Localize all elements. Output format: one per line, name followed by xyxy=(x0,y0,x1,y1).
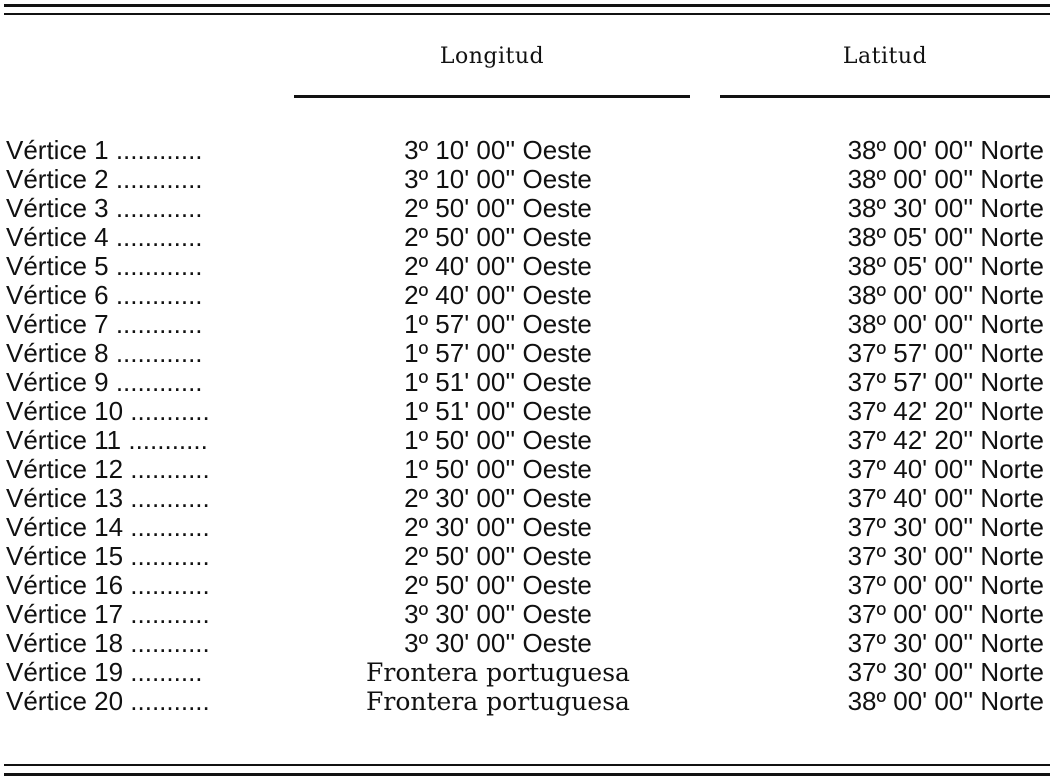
latitude-value: 38º 00' 00'' Norte xyxy=(847,135,1044,165)
vertex-name: Vértice 15 ........... xyxy=(6,541,210,571)
top-rule-thin xyxy=(4,13,1050,15)
latitude-value: 38º 00' 00'' Norte xyxy=(847,686,1044,716)
latitude-value: 37º 40' 00'' Norte xyxy=(847,454,1044,484)
table-row xyxy=(6,571,1050,600)
longitude-value: Frontera portuguesa xyxy=(366,687,630,716)
vertex-name: Vértice 11 ........... xyxy=(6,425,208,455)
latitude-value: 37º 30' 00'' Norte xyxy=(847,628,1044,658)
longitude-value: 2º 40' 00'' Oeste xyxy=(404,280,592,310)
latitude-value: 37º 30' 00'' Norte xyxy=(847,541,1044,571)
table-row xyxy=(6,658,1050,687)
table-row xyxy=(6,252,1050,281)
table-row xyxy=(6,600,1050,629)
latitude-value: 38º 05' 00'' Norte xyxy=(847,222,1044,252)
table-row xyxy=(6,136,1050,165)
vertex-name: Vértice 18 ........... xyxy=(6,628,210,658)
longitude-value: 1º 51' 00'' Oeste xyxy=(404,367,592,397)
longitude-value: 1º 50' 00'' Oeste xyxy=(404,425,592,455)
vertex-name: Vértice 4 ............ xyxy=(6,222,203,252)
latitude-value: 37º 00' 00'' Norte xyxy=(847,570,1044,600)
table-row xyxy=(6,397,1050,426)
table-row xyxy=(6,687,1050,716)
header-longitude: Longitud xyxy=(439,44,545,69)
table-row xyxy=(6,455,1050,484)
header-rule-longitude xyxy=(294,95,690,98)
table-row xyxy=(6,194,1050,223)
longitude-value: 1º 51' 00'' Oeste xyxy=(404,396,592,426)
longitude-value: 2º 50' 00'' Oeste xyxy=(404,570,592,600)
table-row xyxy=(6,310,1050,339)
vertex-name: Vértice 20 ........... xyxy=(6,686,210,716)
vertex-name: Vértice 9 ............ xyxy=(6,367,203,397)
table-row xyxy=(6,542,1050,571)
vertex-name: Vértice 14 ........... xyxy=(6,512,210,542)
table-row xyxy=(6,426,1050,455)
vertex-name: Vértice 13 ........... xyxy=(6,483,210,513)
vertex-name: Vértice 12 ........... xyxy=(6,454,210,484)
longitude-value: 2º 30' 00'' Oeste xyxy=(404,512,592,542)
latitude-value: 38º 00' 00'' Norte xyxy=(847,309,1044,339)
latitude-value: 38º 00' 00'' Norte xyxy=(847,164,1044,194)
latitude-value: 37º 00' 00'' Norte xyxy=(847,599,1044,629)
vertex-name: Vértice 1 ............ xyxy=(6,135,203,165)
table-row xyxy=(6,629,1050,658)
bottom-rule-thick xyxy=(4,773,1050,776)
latitude-value: 37º 57' 00'' Norte xyxy=(847,338,1044,368)
longitude-value: 1º 57' 00'' Oeste xyxy=(404,338,592,368)
vertex-name: Vértice 5 ............ xyxy=(6,251,203,281)
vertex-name: Vértice 6 ............ xyxy=(6,280,203,310)
longitude-value: 3º 10' 00'' Oeste xyxy=(404,164,592,194)
latitude-value: 38º 05' 00'' Norte xyxy=(847,251,1044,281)
latitude-value: 37º 30' 00'' Norte xyxy=(847,657,1044,687)
vertex-name: Vértice 2 ............ xyxy=(6,164,203,194)
table-row xyxy=(6,281,1050,310)
latitude-value: 37º 42' 20'' Norte xyxy=(847,396,1044,426)
vertex-name: Vértice 10 ........... xyxy=(6,396,210,426)
latitude-value: 37º 42' 20'' Norte xyxy=(847,425,1044,455)
longitude-value: 1º 50' 00'' Oeste xyxy=(404,454,592,484)
vertex-name: Vértice 3 ............ xyxy=(6,193,203,223)
longitude-value: Frontera portuguesa xyxy=(366,658,630,687)
longitude-value: 3º 10' 00'' Oeste xyxy=(404,135,592,165)
top-rule-thick xyxy=(4,4,1050,7)
table-row xyxy=(6,368,1050,397)
vertex-name: Vértice 8 ............ xyxy=(6,338,203,368)
longitude-value: 3º 30' 00'' Oeste xyxy=(404,628,592,658)
vertex-name: Vértice 19 .......... xyxy=(6,657,203,687)
vertex-name: Vértice 7 ............ xyxy=(6,309,203,339)
table-row xyxy=(6,165,1050,194)
longitude-value: 2º 40' 00'' Oeste xyxy=(404,251,592,281)
longitude-value: 2º 30' 00'' Oeste xyxy=(404,483,592,513)
latitude-value: 38º 30' 00'' Norte xyxy=(847,193,1044,223)
table-row xyxy=(6,513,1050,542)
longitude-value: 2º 50' 00'' Oeste xyxy=(404,222,592,252)
vertex-name: Vértice 17 ........... xyxy=(6,599,210,629)
latitude-value: 37º 57' 00'' Norte xyxy=(847,367,1044,397)
header-rule-latitude xyxy=(720,95,1050,98)
table-row xyxy=(6,484,1050,513)
latitude-value: 37º 30' 00'' Norte xyxy=(847,512,1044,542)
table-row xyxy=(6,339,1050,368)
longitude-value: 1º 57' 00'' Oeste xyxy=(404,309,592,339)
vertex-name: Vértice 16 ........... xyxy=(6,570,210,600)
longitude-value: 3º 30' 00'' Oeste xyxy=(404,599,592,629)
longitude-value: 2º 50' 00'' Oeste xyxy=(404,541,592,571)
header-latitude: Latitud xyxy=(842,44,928,69)
latitude-value: 38º 00' 00'' Norte xyxy=(847,280,1044,310)
coordinates-table xyxy=(6,136,1050,716)
latitude-value: 37º 40' 00'' Norte xyxy=(847,483,1044,513)
bottom-rule-thin xyxy=(4,764,1050,766)
table-row xyxy=(6,223,1050,252)
longitude-value: 2º 50' 00'' Oeste xyxy=(404,193,592,223)
